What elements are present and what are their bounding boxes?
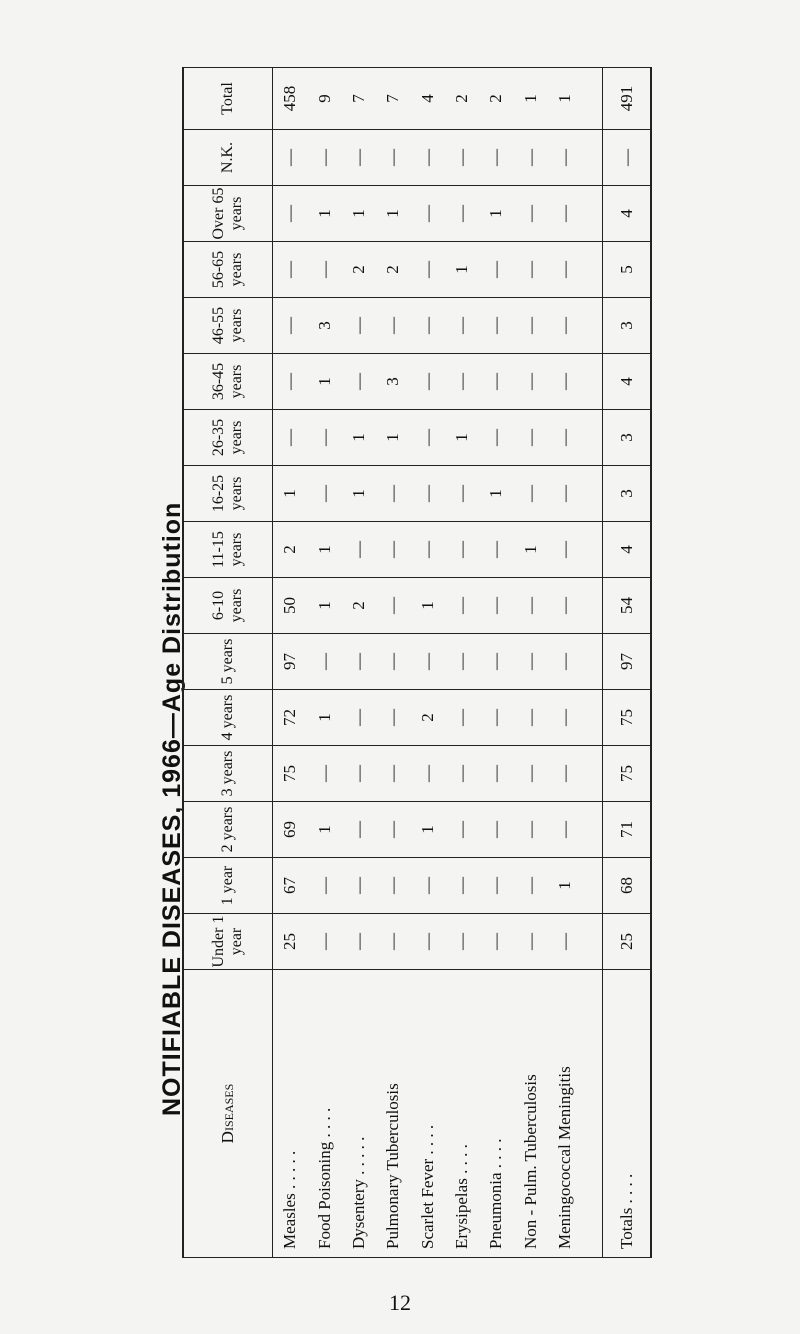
count-cell: 2 [273,522,308,578]
count-cell: 25 [273,914,308,970]
count-cell: 2 [342,242,376,298]
header-row [183,68,273,1258]
count-cell: — [479,298,513,354]
count-cell: 3 [307,298,341,354]
count-cell: 1 [307,690,341,746]
count-cell: 1 [342,410,376,466]
count-cell: — [376,802,410,858]
count-cell: — [376,522,410,578]
spacer-cell [582,634,603,690]
count-cell: — [548,522,582,578]
count-cell: — [548,410,582,466]
disease-name-cell: Non - Pulm. Tuberculosis [513,970,547,1258]
count-cell: — [513,410,547,466]
count-cell: — [513,578,547,634]
count-cell: — [273,130,308,186]
count-cell: — [410,634,444,690]
count-cell: — [307,858,341,914]
count-cell: — [513,298,547,354]
count-cell: — [376,914,410,970]
count-cell: 2 [410,690,444,746]
total-count-cell: 75 [603,690,651,746]
count-cell: — [513,746,547,802]
total-count-cell: 3 [603,298,651,354]
count-cell: — [342,354,376,410]
column-header-nk: N.K. [183,130,273,186]
spacer-cell [582,186,603,242]
column-header-36-45: 36-45 years [183,354,273,410]
disease-name-cell: Measles . . . . . [273,970,308,1258]
count-cell: — [513,634,547,690]
count-cell: — [376,578,410,634]
count-cell: — [342,298,376,354]
table-row-measles [273,68,308,1258]
count-cell: — [479,578,513,634]
spacer-cell [582,802,603,858]
count-cell: — [410,354,444,410]
column-header-46-55: 46-55 years [183,298,273,354]
count-cell: 1 [548,68,582,130]
count-cell: — [479,690,513,746]
count-cell: 1 [513,68,547,130]
count-cell: — [445,298,479,354]
count-cell: 458 [273,68,308,130]
count-cell: — [479,746,513,802]
count-cell: 1 [376,410,410,466]
total-count-cell: 3 [603,410,651,466]
disease-name-cell: Erysipelas . . . . [445,970,479,1258]
count-cell: — [548,242,582,298]
column-header-over-65: Over 65 years [183,186,273,242]
total-count-cell: 4 [603,522,651,578]
count-cell: — [445,466,479,522]
count-cell: — [342,130,376,186]
count-cell: 1 [445,410,479,466]
total-count-cell: 97 [603,634,651,690]
count-cell: — [376,746,410,802]
count-cell: 1 [307,186,341,242]
count-cell: — [445,802,479,858]
count-cell: — [548,354,582,410]
spacer-cell [582,746,603,802]
count-cell: — [548,802,582,858]
table-row-erysipelas [445,68,479,1258]
totals-row [603,68,651,1258]
count-cell: — [548,186,582,242]
count-cell: — [410,466,444,522]
count-cell: 7 [342,68,376,130]
count-cell: — [479,242,513,298]
count-cell: — [479,858,513,914]
total-count-cell: 3 [603,466,651,522]
column-header-26-35: 26-35 years [183,410,273,466]
count-cell: — [548,130,582,186]
count-cell: — [410,914,444,970]
spacer-cell [582,410,603,466]
count-cell: 1 [307,354,341,410]
count-cell: — [445,578,479,634]
column-header-16-25: 16-25 years [183,466,273,522]
count-cell: — [479,354,513,410]
spacer-cell [582,68,603,130]
count-cell: — [410,858,444,914]
count-cell: — [479,522,513,578]
count-cell: — [445,690,479,746]
spacer-cell [582,130,603,186]
count-cell: — [548,634,582,690]
count-cell: — [445,130,479,186]
count-cell: 1 [410,578,444,634]
total-count-cell: 491 [603,68,651,130]
column-header-3-years: 3 years [183,746,273,802]
count-cell: — [342,746,376,802]
count-cell: — [445,746,479,802]
spacer-cell [582,578,603,634]
column-header-11-15: 11-15 years [183,522,273,578]
disease-name-cell: Food Poisoning . . . . [307,970,341,1258]
column-header-under-1: Under 1 year [183,914,273,970]
count-cell: 1 [479,466,513,522]
count-cell: — [513,186,547,242]
disease-name-cell: Dysentery . . . . . [342,970,376,1258]
count-cell: — [548,298,582,354]
count-cell: — [548,690,582,746]
count-cell: — [513,914,547,970]
count-cell: — [342,634,376,690]
count-cell: 1 [307,578,341,634]
count-cell: — [376,130,410,186]
count-cell: — [410,242,444,298]
count-cell: 7 [376,68,410,130]
count-cell: 67 [273,858,308,914]
table-wrapper [182,68,652,1258]
total-count-cell: 68 [603,858,651,914]
count-cell: — [479,634,513,690]
count-cell: — [445,858,479,914]
count-cell: — [445,354,479,410]
table-body [273,68,652,1258]
count-cell: — [376,466,410,522]
count-cell: — [273,354,308,410]
count-cell: — [479,130,513,186]
count-cell: — [548,746,582,802]
total-count-cell: 71 [603,802,651,858]
total-count-cell: 25 [603,914,651,970]
count-cell: — [376,298,410,354]
count-cell: 1 [445,242,479,298]
count-cell: — [410,130,444,186]
spacer-cell [582,914,603,970]
count-cell: 1 [342,466,376,522]
page-number: 12 [389,1290,411,1315]
column-header-2-years: 2 years [183,802,273,858]
table-row-scarlet-fever [410,68,444,1258]
count-cell: — [410,410,444,466]
count-cell: — [307,634,341,690]
count-cell: — [513,690,547,746]
count-cell: — [307,410,341,466]
column-header-diseases: Diseases [183,970,273,1258]
totals-label-cell: Totals . . . . [603,970,651,1258]
total-count-cell: 4 [603,354,651,410]
column-header-total: Total [183,68,273,130]
count-cell: — [342,690,376,746]
count-cell: 2 [376,242,410,298]
spacer-cell [582,242,603,298]
count-cell: — [342,802,376,858]
table-row-pneumonia [479,68,513,1258]
count-cell: — [273,298,308,354]
count-cell: 2 [445,68,479,130]
count-cell: 1 [548,858,582,914]
spacer-cell [582,354,603,410]
count-cell: — [479,802,513,858]
count-cell: 72 [273,690,308,746]
count-cell: — [445,634,479,690]
table-row-food-poisoning [307,68,341,1258]
count-cell: 1 [307,522,341,578]
count-cell: — [479,914,513,970]
count-cell: — [445,522,479,578]
count-cell: 1 [273,466,308,522]
count-cell: 2 [479,68,513,130]
spacer-cell [582,522,603,578]
count-cell: — [376,690,410,746]
count-cell: — [273,242,308,298]
count-cell: — [342,522,376,578]
count-cell: — [513,354,547,410]
total-count-cell: 54 [603,578,651,634]
count-cell: — [307,242,341,298]
count-cell: 1 [513,522,547,578]
count-cell: — [445,914,479,970]
count-cell: 1 [342,186,376,242]
count-cell: — [273,410,308,466]
column-header-4-years: 4 years [183,690,273,746]
count-cell: — [376,858,410,914]
count-cell: — [376,634,410,690]
count-cell: — [307,130,341,186]
count-cell: — [410,522,444,578]
table-row-dysentery [342,68,376,1258]
count-cell: — [513,242,547,298]
spacer-cell [582,970,603,1258]
total-count-cell: 75 [603,746,651,802]
table-row-non-pulm-tuberculosis [513,68,547,1258]
count-cell: — [513,466,547,522]
count-cell: — [410,746,444,802]
count-cell: 50 [273,578,308,634]
count-cell: — [548,578,582,634]
age-distribution-table [182,67,652,1258]
spacer-row [582,68,603,1258]
disease-name-cell: Pulmonary Tuberculosis [376,970,410,1258]
count-cell: 1 [307,802,341,858]
total-count-cell: 5 [603,242,651,298]
disease-name-cell: Pneumonia . . . . [479,970,513,1258]
count-cell: — [410,298,444,354]
count-cell: 97 [273,634,308,690]
count-cell: — [513,130,547,186]
count-cell: 2 [342,578,376,634]
count-cell: — [479,410,513,466]
column-header-5-years: 5 years [183,634,273,690]
count-cell: — [513,802,547,858]
disease-name-cell: Scarlet Fever . . . . [410,970,444,1258]
count-cell: — [445,186,479,242]
spacer-cell [582,466,603,522]
count-cell: 1 [376,186,410,242]
count-cell: — [410,186,444,242]
count-cell: 69 [273,802,308,858]
count-cell: — [307,746,341,802]
count-cell: — [273,186,308,242]
count-cell: 1 [479,186,513,242]
column-header-56-65: 56-65 years [183,242,273,298]
count-cell: — [307,914,341,970]
count-cell: 9 [307,68,341,130]
count-cell: 3 [376,354,410,410]
count-cell: 1 [410,802,444,858]
count-cell: — [342,858,376,914]
total-count-cell: 4 [603,186,651,242]
count-cell: 75 [273,746,308,802]
spacer-cell [582,690,603,746]
table-row-meningococcal-meningitis [548,68,582,1258]
column-header-6-10: 6-10 years [183,578,273,634]
count-cell: — [342,914,376,970]
spacer-cell [582,858,603,914]
column-header-1-year: 1 year [183,858,273,914]
total-count-cell: — [603,130,651,186]
page-title: NOTIFIABLE DISEASES, 1966—Age Distribution [158,501,186,1116]
count-cell: — [548,466,582,522]
count-cell: 4 [410,68,444,130]
disease-name-cell: Meningococcal Meningitis [548,970,582,1258]
count-cell: — [548,914,582,970]
table-row-pulmonary-tuberculosis [376,68,410,1258]
count-cell: — [513,858,547,914]
spacer-cell [582,298,603,354]
count-cell: — [307,466,341,522]
